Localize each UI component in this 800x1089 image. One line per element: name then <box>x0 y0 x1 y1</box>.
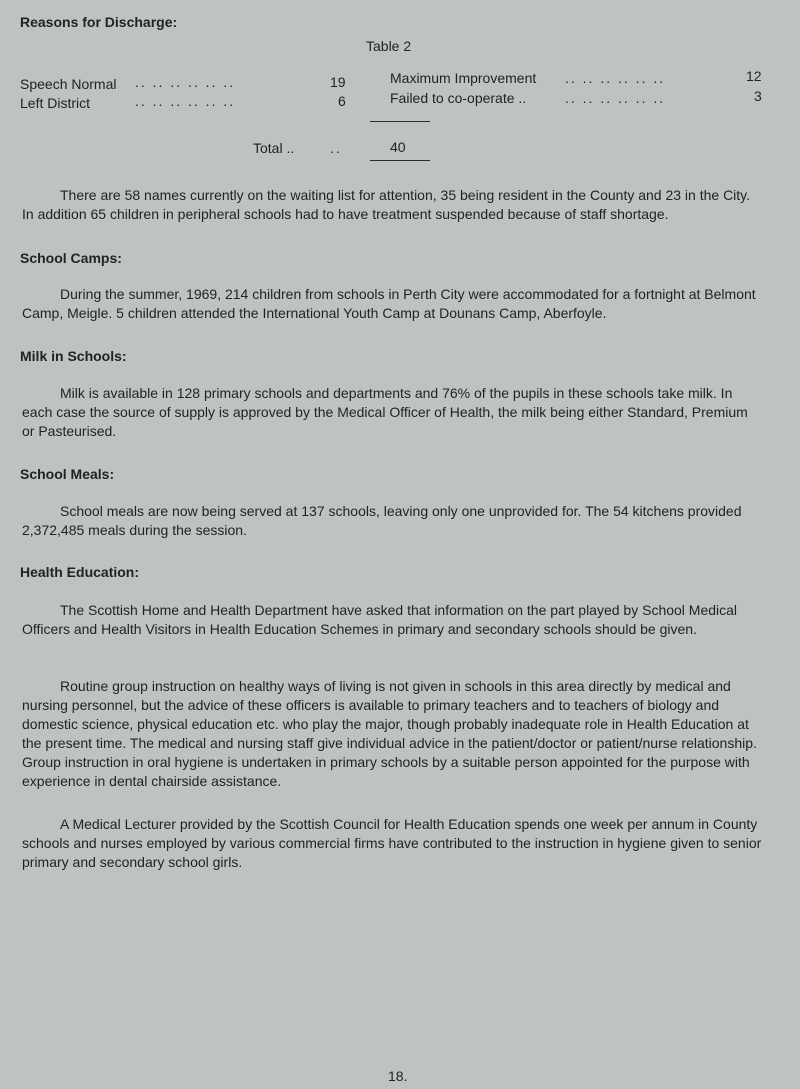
total-rule-bottom <box>370 160 430 161</box>
leader-dots: .. .. .. .. .. .. <box>135 74 236 90</box>
table-row-label: Failed to co-operate .. <box>390 90 527 106</box>
table-row-label: Left District <box>20 95 91 111</box>
table-row-value: 6 <box>338 93 346 109</box>
meals-paragraph: School meals are now being served at 137 schools, leaving only one unprovided for. The 54 kitchens provided 2,372,485 meals during the session. <box>22 503 742 538</box>
total-rule-top <box>370 121 430 122</box>
health-paragraph-2: Routine group instruction on healthy ways of living is not given in schools in this area directly by medical and nursing personnel, but the advice of these officers is available to primary teachers and to teachers of biology and domestic science, physical education etc. who play the major, though probably inadequate role in Health Education at the present time. The medical and nursing staff give individual advice in the patient/doctor or patient/nurse relationship. Group instruction in oral hygiene is undertaken in primary schools by a suitable person appointed for the purpose with experience in dental chairside assistance. <box>22 678 757 789</box>
milk-heading: Milk in Schools: <box>20 348 127 364</box>
waiting-list-paragraph: There are 58 names currently on the waiting list for attention, 35 being resident in the County and 23 in the City. In addition 65 children in peripheral schools had to have treatment suspended because of staff shortage. <box>22 187 751 222</box>
leader-dots: .. .. .. .. .. .. <box>565 90 666 106</box>
leader-dots: .. <box>330 140 342 156</box>
leader-dots: .. .. .. .. .. .. <box>565 70 666 86</box>
meals-heading: School Meals: <box>20 466 115 482</box>
health-paragraph-1: The Scottish Home and Health Department have asked that information on the part played by School Medical Officers and Health Visitors in Health Education Schemes in primary and secondary schools should be given. <box>22 602 738 637</box>
health-heading: Health Education: <box>20 564 140 580</box>
health-paragraph-3: A Medical Lecturer provided by the Scottish Council for Health Education spends one week per annum in County schools and nurses employed by various commercial firms have contributed to the instruction in hygiene given to senior primary and secondary school girls. <box>22 816 762 870</box>
table-row-label: Maximum Improvement <box>390 70 537 86</box>
table-row-value: 3 <box>754 88 762 104</box>
camps-heading: School Camps: <box>20 250 122 266</box>
table-row-label: Speech Normal <box>20 76 117 92</box>
total-label: Total .. <box>253 140 295 156</box>
table-row-value: 12 <box>746 68 762 84</box>
page-number: 18. <box>388 1068 408 1084</box>
milk-paragraph: Milk is available in 128 primary schools and departments and 76% of the pupils in these schools take milk. In each case the source of supply is approved by the Medical Officer of Health, the milk being either Standard, Premium or Pasteurised. <box>22 385 748 439</box>
camps-paragraph: During the summer, 1969, 214 children from schools in Perth City were accommodated for a fortnight at Belmont Camp, Meigle. 5 children attended the International Youth Camp at Dounans Camp, Aberfoyle. <box>22 286 756 321</box>
table-title: Table 2 <box>366 38 412 54</box>
leader-dots: .. .. .. .. .. .. <box>135 93 236 109</box>
total-value: 40 <box>390 139 406 155</box>
table-row-value: 19 <box>330 74 346 90</box>
reasons-heading: Reasons for Discharge: <box>20 14 178 30</box>
